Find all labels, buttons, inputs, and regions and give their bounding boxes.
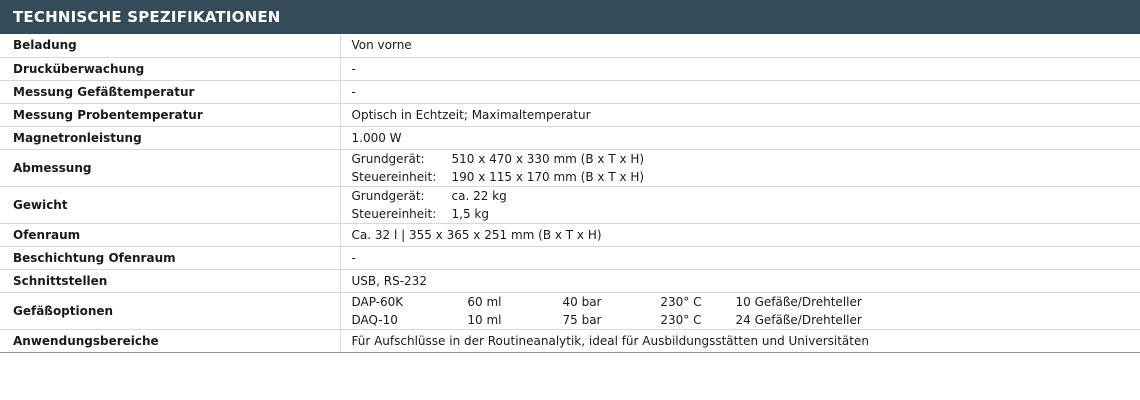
vessel-volume: 10 ml (467, 312, 502, 327)
spec-label: Ofenraum (0, 223, 340, 246)
spec-label: Anwendungsbereiche (0, 329, 340, 352)
spec-label: Abmessung (0, 149, 340, 186)
dimension-line (352, 150, 1140, 168)
spec-row-beladung (0, 34, 1140, 57)
vessel-rotor: 10 Gefäße/Drehteller (735, 294, 862, 309)
vessel-option (352, 293, 1140, 311)
spec-label: Drucküberwachung (0, 57, 340, 80)
spec-value (340, 292, 1140, 329)
spec-row-anwendungsbereiche (0, 329, 1140, 352)
spec-label: Magnetronleistung (0, 126, 340, 149)
spec-label: Gefäßoptionen (0, 292, 340, 329)
weight-line (352, 187, 1140, 205)
spec-label: Messung Probentemperatur (0, 103, 340, 126)
spec-value: - (340, 80, 1140, 103)
spec-value: Optisch in Echtzeit; Maximaltemperatur (340, 103, 1140, 126)
dimension-line (352, 168, 1140, 186)
spec-row-beschichtung (0, 246, 1140, 269)
spec-row-gewicht (0, 186, 1140, 223)
dimension-value: 510 x 470 x 330 mm (B x T x H) (451, 151, 645, 166)
spec-value: Ca. 32 l | 355 x 365 x 251 mm (B x T x H) (340, 223, 1140, 246)
vessel-temperature: 230° C (660, 294, 702, 309)
spec-row-gefaessoptionen (0, 292, 1140, 329)
vessel-volume: 60 ml (467, 294, 502, 309)
spec-row-druckueberwachung (0, 57, 1140, 80)
spec-value (340, 186, 1140, 223)
spec-value: USB, RS-232 (340, 269, 1140, 292)
spec-value: Für Aufschlüsse in der Routineanalytik, ideal für Ausbildungsstätten und Universitäten (340, 329, 1140, 352)
spec-row-ofenraum (0, 223, 1140, 246)
spec-label: Schnittstellen (0, 269, 340, 292)
spec-value: 1.000 W (340, 126, 1140, 149)
vessel-rotor: 24 Gefäße/Drehteller (735, 312, 862, 327)
spec-row-gefaesstemperatur (0, 80, 1140, 103)
spec-label: Beschichtung Ofenraum (0, 246, 340, 269)
spec-row-probentemperatur (0, 103, 1140, 126)
spec-value: - (340, 57, 1140, 80)
spec-row-magnetronleistung (0, 126, 1140, 149)
spec-label: Gewicht (0, 186, 340, 223)
vessel-name: DAQ-10 (351, 312, 398, 327)
spec-label: Messung Gefäßtemperatur (0, 80, 340, 103)
vessel-name: DAP-60K (351, 294, 404, 309)
weight-value: ca. 22 kg (451, 188, 507, 203)
weight-key: Steuereinheit: (351, 206, 437, 221)
spec-label: Beladung (0, 34, 340, 57)
section-header (0, 0, 1140, 34)
vessel-option (352, 311, 1140, 329)
section-title: TECHNISCHE SPEZIFIKATIONEN (13, 8, 281, 26)
vessel-temperature: 230° C (660, 312, 702, 327)
vessel-pressure: 40 bar (562, 294, 602, 309)
weight-line (352, 205, 1140, 223)
spec-table (0, 34, 1140, 353)
weight-value: 1,5 kg (451, 206, 489, 221)
spec-row-schnittstellen (0, 269, 1140, 292)
dimension-key: Grundgerät: (351, 151, 425, 166)
dimension-key: Steuereinheit: (351, 169, 437, 184)
spec-value (340, 149, 1140, 186)
vessel-pressure: 75 bar (562, 312, 602, 327)
dimension-value: 190 x 115 x 170 mm (B x T x H) (451, 169, 645, 184)
spec-value: - (340, 246, 1140, 269)
spec-row-abmessung (0, 149, 1140, 186)
weight-key: Grundgerät: (351, 188, 425, 203)
spec-value: Von vorne (340, 34, 1140, 57)
